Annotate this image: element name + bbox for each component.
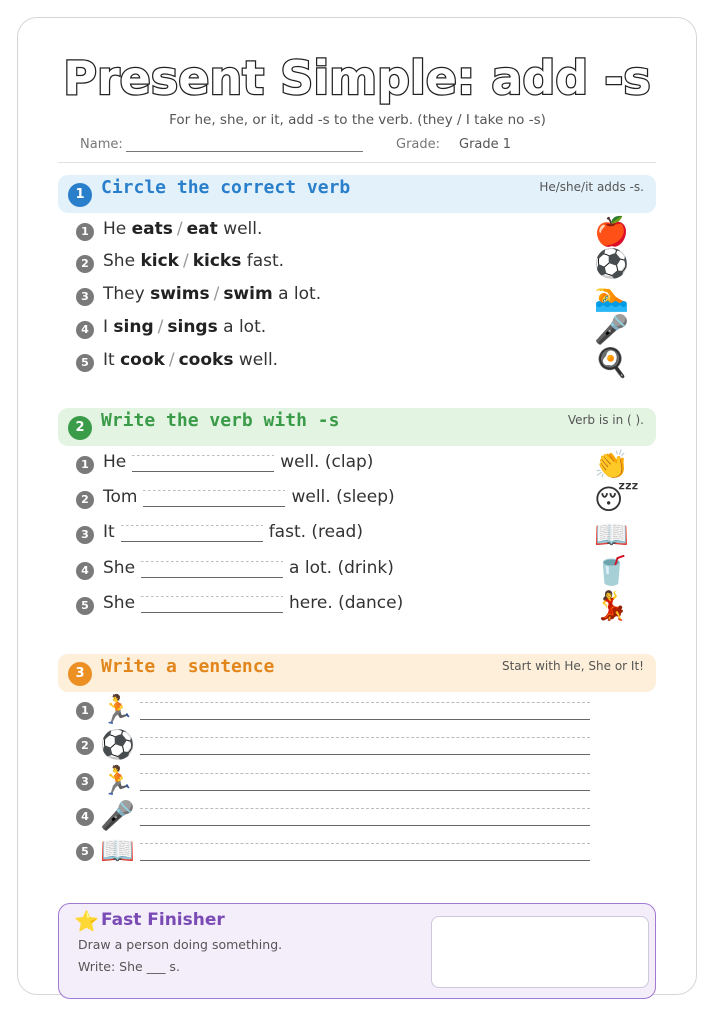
- section-hint: Start with He, She or It!: [501, 659, 644, 673]
- sentence-rest: a lot.: [223, 317, 267, 337]
- sentence: [103, 452, 373, 472]
- title-text: Present Simple: add -s: [63, 51, 651, 105]
- subject: He: [103, 452, 127, 472]
- sleeping-face-icon: 😴: [594, 483, 639, 516]
- exercise-row: [76, 554, 636, 587]
- sentence-rest: here. (dance): [289, 593, 404, 613]
- item-number: 3: [76, 773, 94, 791]
- sentence: [103, 593, 403, 613]
- item-number: 1: [76, 223, 94, 241]
- section-title: Circle the correct verb: [101, 177, 351, 198]
- exercise-row: [76, 313, 636, 346]
- fast-finisher-title: Fast Finisher: [101, 910, 225, 930]
- item-number: 4: [76, 321, 94, 339]
- section-number: 1: [68, 183, 92, 207]
- subject: She: [103, 251, 136, 271]
- exercise-row: [76, 483, 639, 516]
- frying-pan-icon: 🍳: [594, 346, 629, 379]
- item-number: 3: [76, 288, 94, 306]
- answer-blank[interactable]: [141, 594, 283, 613]
- sentence-rest: well.: [238, 350, 279, 370]
- section-3-header: [58, 654, 656, 692]
- separator: /: [176, 219, 183, 239]
- section-number: 3: [68, 662, 92, 686]
- subject: She: [103, 593, 136, 613]
- exercise-row: [76, 215, 636, 248]
- exercise-row: [76, 346, 636, 379]
- cup-with-straw-icon: 🥤: [594, 554, 629, 587]
- verb-option[interactable]: sings: [167, 317, 218, 337]
- writing-line[interactable]: [140, 734, 590, 755]
- answer-blank[interactable]: [132, 453, 274, 472]
- divider: [58, 162, 656, 163]
- exercise-row: [76, 518, 636, 551]
- sentence-rest: well. (sleep): [291, 487, 395, 507]
- subject: I: [103, 317, 109, 337]
- verb-option[interactable]: eats: [131, 219, 173, 239]
- sentence-rest: a lot. (drink): [289, 558, 394, 578]
- item-number: 4: [76, 808, 94, 826]
- clapping-hands-icon: 👏: [594, 448, 629, 481]
- dancer-icon: 💃: [594, 589, 629, 622]
- verb-option[interactable]: kicks: [192, 251, 242, 271]
- answer-blank[interactable]: [141, 559, 283, 578]
- writing-line[interactable]: [140, 770, 590, 791]
- separator: /: [213, 284, 220, 304]
- microphone-icon: 🎤: [100, 799, 135, 832]
- grade-value: Grade 1: [459, 137, 512, 152]
- drawing-box[interactable]: [431, 916, 649, 988]
- item-number: 5: [76, 597, 94, 615]
- separator: /: [168, 350, 175, 370]
- microphone-icon: 🎤: [594, 313, 629, 346]
- sentence: [103, 522, 363, 542]
- subject: He: [103, 219, 127, 239]
- fast-finisher-prompt: Write: She ___ s.: [78, 959, 180, 974]
- grade-label: Grade:: [396, 137, 441, 152]
- answer-blank[interactable]: [143, 488, 285, 507]
- verb-option[interactable]: kick: [140, 251, 179, 271]
- writing-line[interactable]: [140, 805, 590, 826]
- verb-option[interactable]: cooks: [178, 350, 234, 370]
- verb-option[interactable]: sing: [113, 317, 154, 337]
- open-book-icon: 📖: [100, 834, 135, 867]
- item-number: 2: [76, 255, 94, 273]
- sentence-rest: well. (clap): [280, 452, 374, 472]
- separator: /: [182, 251, 189, 271]
- separator: /: [157, 317, 164, 337]
- subject: It: [103, 522, 115, 542]
- section-title: Write a sentence: [101, 656, 275, 677]
- item-number: 2: [76, 491, 94, 509]
- sentence: [103, 317, 266, 337]
- verb-option[interactable]: cook: [120, 350, 165, 370]
- item-number: 1: [76, 456, 94, 474]
- soccer-ball-icon: ⚽: [100, 728, 135, 761]
- section-2-header: [58, 408, 656, 446]
- apple-icon: 🍎: [594, 215, 629, 248]
- item-number: 5: [76, 354, 94, 372]
- item-number: 1: [76, 702, 94, 720]
- sentence: [103, 558, 394, 578]
- item-number: 2: [76, 737, 94, 755]
- section-hint: He/she/it adds -s.: [539, 180, 644, 194]
- section-title: Write the verb with -s: [101, 410, 340, 431]
- star-icon: ⭐: [74, 909, 99, 933]
- exercise-row: [76, 280, 636, 313]
- writing-line[interactable]: [140, 699, 590, 720]
- section-hint: Verb is in ( ).: [567, 413, 644, 427]
- exercise-row: [76, 448, 636, 481]
- item-number: 3: [76, 526, 94, 544]
- writing-line[interactable]: [140, 840, 590, 861]
- section-1-header: [58, 175, 656, 213]
- section-number: 2: [68, 416, 92, 440]
- sentence: [103, 284, 321, 304]
- sentence-rest: fast.: [246, 251, 285, 271]
- instructions: For he, she, or it, add -s to the verb. (they / I take no -s): [169, 112, 546, 128]
- sentence-rest: a lot.: [278, 284, 322, 304]
- sentence-rest: fast. (read): [268, 522, 363, 542]
- page-title: [0, 42, 715, 114]
- runner-icon: 🏃: [100, 764, 135, 797]
- name-field[interactable]: [126, 151, 363, 152]
- runner-icon: 🏃: [100, 693, 135, 726]
- item-number: 4: [76, 562, 94, 580]
- name-label: Name:: [80, 137, 123, 152]
- sentence: [103, 251, 284, 271]
- sentence: [103, 350, 278, 370]
- open-book-icon: 📖: [594, 518, 629, 551]
- subject: She: [103, 558, 136, 578]
- subject: It: [103, 350, 115, 370]
- verb-option[interactable]: swim: [223, 284, 273, 304]
- fast-finisher-instruction: Draw a person doing something.: [78, 937, 283, 952]
- exercise-row: [76, 247, 636, 280]
- item-number: 5: [76, 843, 94, 861]
- soccer-ball-icon: ⚽: [594, 247, 629, 280]
- verb-option[interactable]: eat: [186, 219, 218, 239]
- sentence-rest: well.: [223, 219, 263, 239]
- sentence: [103, 487, 395, 507]
- swimmer-icon: 🏊: [594, 280, 629, 313]
- subject: Tom: [103, 487, 138, 507]
- exercise-row: [76, 589, 636, 622]
- fast-finisher-box: [58, 903, 656, 999]
- answer-blank[interactable]: [121, 523, 263, 542]
- subject: They: [103, 284, 145, 304]
- verb-option[interactable]: swims: [150, 284, 210, 304]
- sentence: [103, 219, 262, 239]
